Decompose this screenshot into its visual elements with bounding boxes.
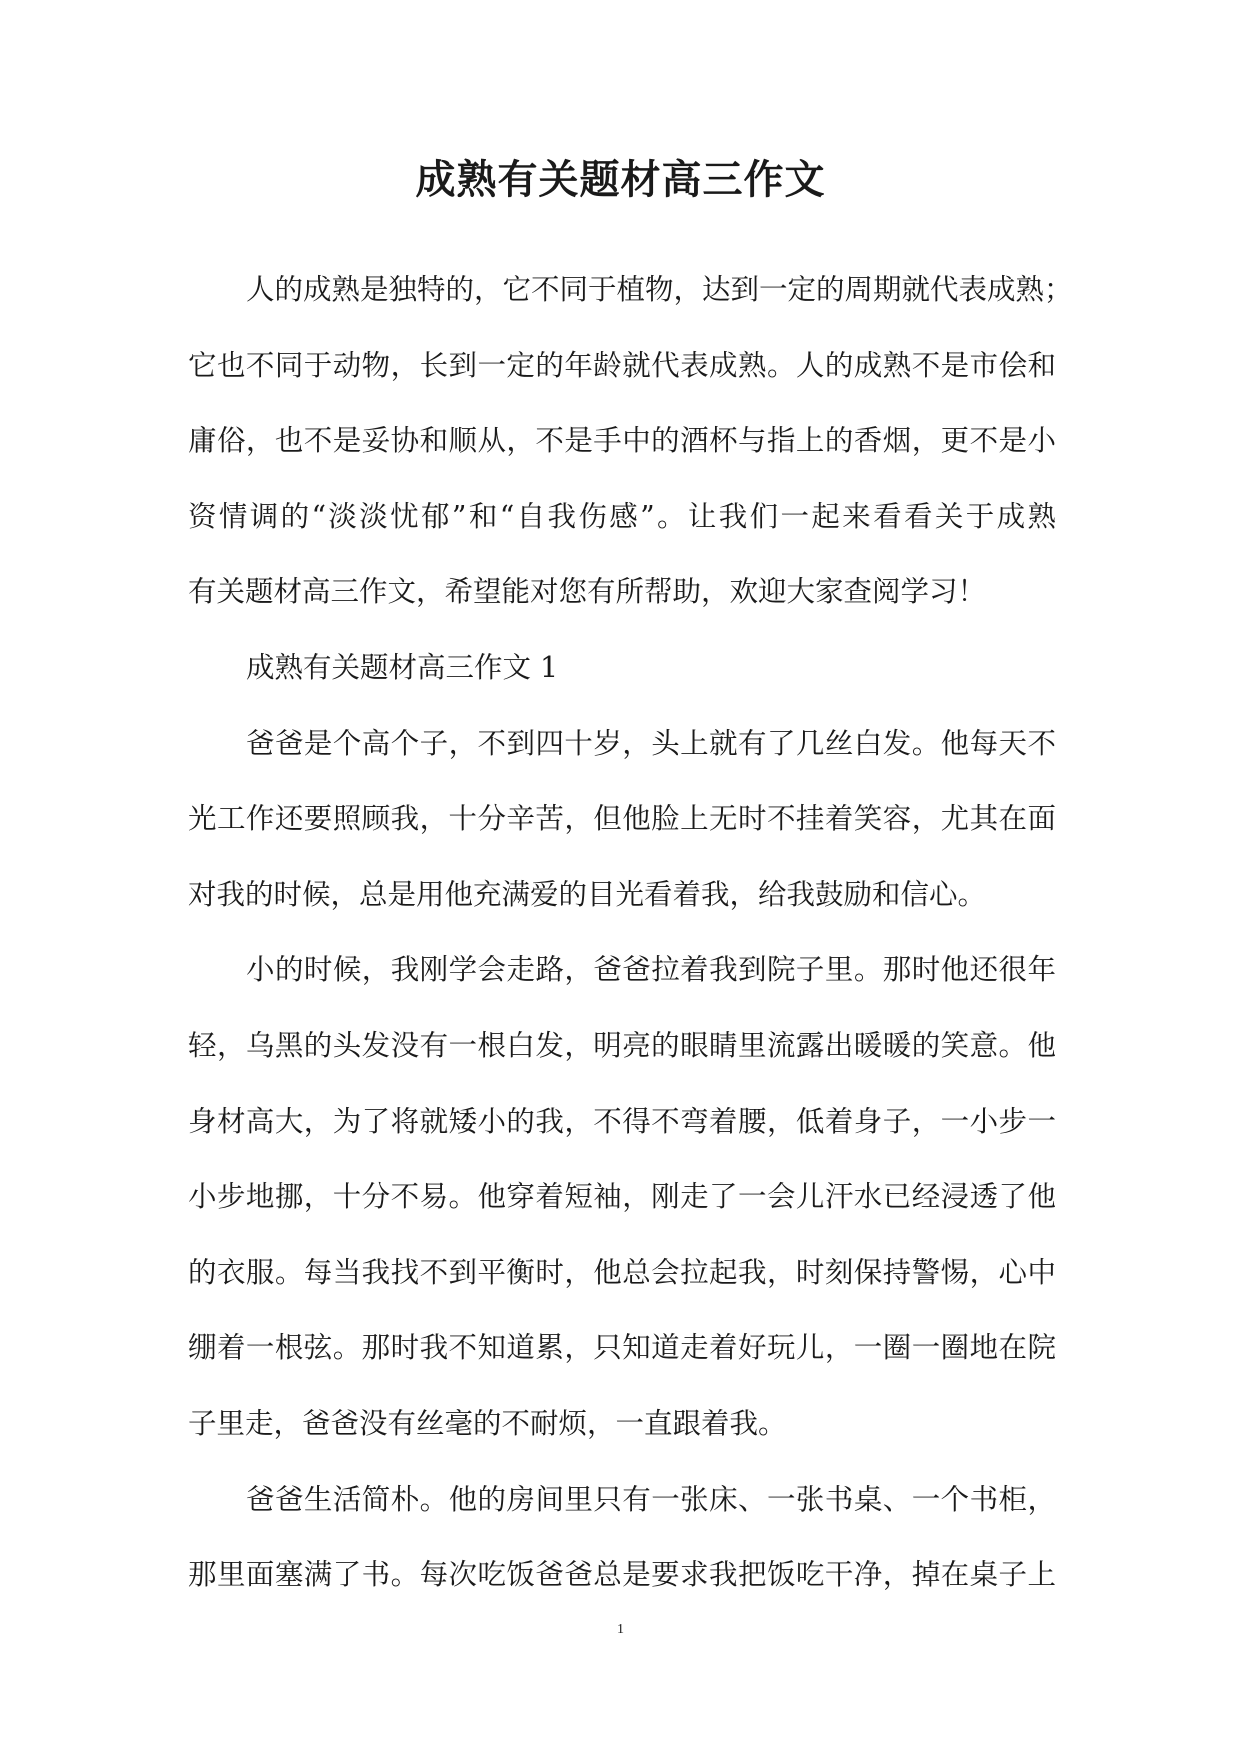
paragraph-line: 的衣服。每当我找不到平衡时，他总会拉起我，时刻保持警惕，心中 xyxy=(188,1255,1056,1289)
document-body xyxy=(188,252,1073,1613)
paragraph-line: 光工作还要照顾我，十分辛苦，但他脸上无时不挂着笑容，尤其在面 xyxy=(188,802,1056,836)
paragraph-line: 它也不同于动物，长到一定的年龄就代表成熟。人的成熟不是市侩和 xyxy=(188,348,1056,382)
paragraph-line: 小步地挪，十分不易。他穿着短袖，刚走了一会儿汗水已经浸透了他 xyxy=(188,1180,1056,1214)
paragraph-line: 绷着一根弦。那时我不知道累，只知道走着好玩儿，一圈一圈地在院 xyxy=(188,1331,1056,1365)
paragraph-line: 有关题材高三作文，希望能对您有所帮助，欢迎大家查阅学习！ xyxy=(188,575,987,609)
paragraph-line: 资情调的“淡淡忧郁”和“自我伤感”。让我们一起来看看关于成熟 xyxy=(188,499,1056,533)
paragraph-line: 轻，乌黑的头发没有一根白发，明亮的眼睛里流露出暖暖的笑意。他 xyxy=(188,1028,1056,1062)
paragraph-line: 身材高大，为了将就矮小的我，不得不弯着腰，低着身子，一小步一 xyxy=(188,1104,1056,1138)
paragraph-line: 对我的时候，总是用他充满爱的目光看着我，给我鼓励和信心。 xyxy=(188,877,987,911)
paragraph-line: 庸俗，也不是妥协和顺从，不是手中的酒杯与指上的香烟，更不是小 xyxy=(188,424,1056,458)
document-title: 成熟有关题材高三作文 xyxy=(415,156,826,203)
paragraph-line: 子里走，爸爸没有丝毫的不耐烦，一直跟着我。 xyxy=(188,1406,787,1440)
section-heading: 成熟有关题材高三作文 1 xyxy=(246,650,559,684)
page-number: 1 xyxy=(617,1622,624,1637)
paragraph-line: 小的时候，我刚学会走路，爸爸拉着我到院子里。那时他还很年 xyxy=(246,953,1056,987)
paragraph-line: 那里面塞满了书。每次吃饭爸爸总是要求我把饭吃干净，掉在桌子上 xyxy=(188,1558,1056,1592)
paragraph-line: 爸爸是个高个子，不到四十岁，头上就有了几丝白发。他每天不 xyxy=(246,726,1056,760)
paragraph-line: 人的成熟是独特的，它不同于植物，达到一定的周期就代表成熟； xyxy=(246,273,1073,306)
paragraph-line: 爸爸生活简朴。他的房间里只有一张床、一张书桌、一个书柜， xyxy=(246,1482,1056,1516)
